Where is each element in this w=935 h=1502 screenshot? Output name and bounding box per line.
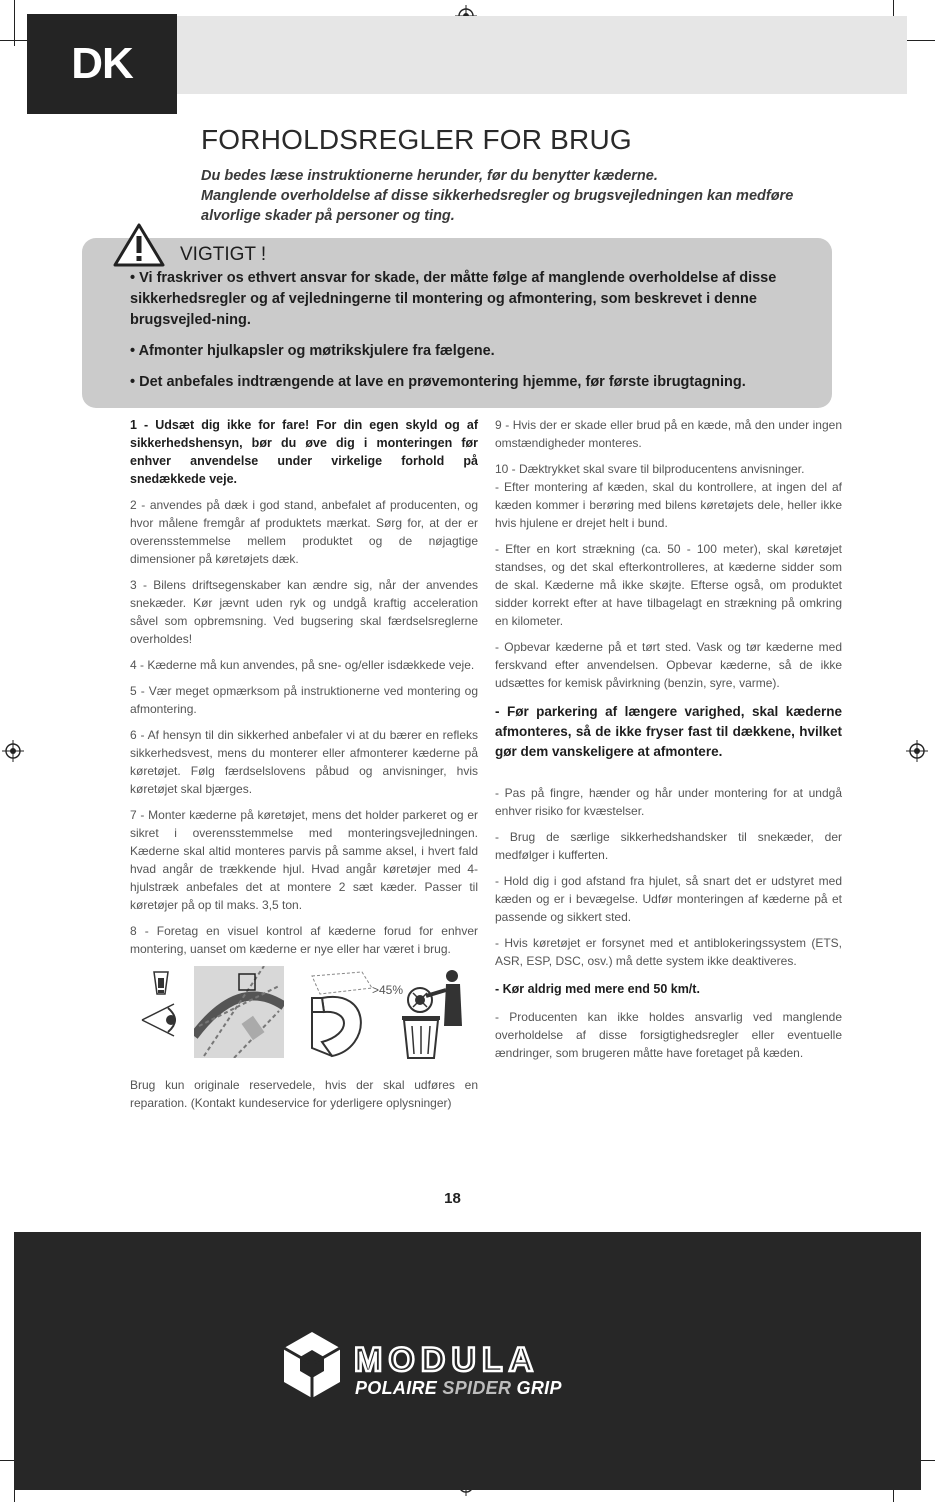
registration-mark-icon	[2, 740, 24, 762]
paragraph: 7 - Monter kæderne på køretøjet, mens det holder parkeret og er sikret i overensstemmelse med monteringsvejledningen. Kæderne skal altid monteres parvis på samme aksel, i hvert fald hvad angår de trækkende hjul. Hvad angår køretøjer med 4-hjulstræk anbefales det at montere 2 sæt kæder. Passer til køretøjer på op til maks. 3,5 ton.	[130, 808, 478, 912]
left-column	[130, 416, 478, 1120]
paragraph: - Hvis køretøjet er forsynet med et antiblokeringssystem (ETS, ASR, ESP, DSC, osv.) må dette system ikke deaktiveres.	[495, 936, 842, 968]
warning-item: • Det anbefales indtrængende at lave en prøvemontering hjemme, før første ibrugtagning.	[130, 374, 746, 390]
paragraph: 9 - Hvis der er skade eller brud på en kæde, må den under ingen omstændigheder monteres.	[495, 418, 842, 450]
paragraph: 8 - Foretag en visuel kontrol af kæderne forud for enhver montering, uanset om kæderne er nye eller har været i brug.	[130, 924, 478, 956]
paragraph: Brug kun originale reservedele, hvis der skal udføres en reparation. (Kontakt kundeservice for yderligere oplysninger)	[130, 1078, 478, 1110]
header-band	[176, 16, 907, 94]
brand-name-text: MODULA	[354, 1344, 540, 1376]
page-title: FORHOLDSREGLER FOR BRUG	[201, 124, 632, 155]
paragraph: 3 - Bilens driftsegenskaber kan ændre sig, når der anvendes snekæder. Kør jævnt uden ryk og undgå kraftig acceleration såvel som opbremsning. Ved bugsering skal færdselsreglerne overholdes!	[130, 578, 478, 646]
tagline-part: GRIP	[511, 1378, 562, 1398]
paragraph: 4 - Kæderne må kun anvendes, på sne- og/eller isdækkede veje.	[130, 658, 475, 672]
brand-name	[354, 1344, 606, 1376]
paragraph: 5 - Vær meget opmærksom på instruktionerne ved montering og afmontering.	[130, 684, 478, 716]
paragraph: - Opbevar kæderne på et tørt sted. Vask og tør kæderne med ferskvand efter anvendelsen. Opbevar kæderne, så de ikke udsættes for kemisk påvirkning (benzin, syre, varme).	[495, 640, 842, 690]
warning-title: VIGTIGT !	[180, 244, 267, 265]
right-column	[495, 416, 842, 1070]
warning-list	[130, 268, 815, 403]
warning-item: • Afmonter hjulkapsler og møtrikskjulere fra fælgene.	[130, 343, 495, 359]
language-tab: DK	[27, 14, 177, 114]
visual-inspection-icon	[138, 970, 184, 1040]
paragraph: - Hold dig i god afstand fra hjulet, så snart det er udstyret med kæden og er i bevægelse. Udfør monteringen af kæderne på et passende og sikkert sted.	[495, 874, 842, 924]
paragraph: 6 - Af hensyn til din sikkerhed anbefaler vi at du bærer en refleks sikkerhedsvest, mens du monterer eller afmonterer kæderne på køretøjet. Følg færdselslovens påbud og anvisninger, hvis køretøjet skal bjærges.	[130, 728, 478, 796]
intro-line: Manglende overholdelse af disse sikkerhedsregler og brugsvejledningen kan medføre alvorlige skader på personer og ting.	[201, 188, 794, 224]
page-number: 18	[444, 1190, 461, 1207]
paragraph: 1 - Udsæt dig ikke for fare! For din egen skyld og af sikkerhedshensyn, bør du øve dig i monteringen før enhver anvendelse under virkelige forhold på snedækkede veje.	[130, 418, 478, 486]
registration-mark-icon	[906, 740, 928, 762]
modula-cube-logo-icon	[280, 1328, 344, 1402]
paragraph: 2 - anvendes på dæk i god stand, anbefalet af producenten, og hvor målene fremgår af produktets mærkat. Sørg for, at der er overensstemmelse mellem produktet og de nøjagtige dimensioner på køretøjets dæk.	[130, 498, 478, 566]
paragraph: - Efter en kort strækning (ca. 50 - 100 meter), skal køretøjet standses, og det skal efterkontrolleres, at kæderne sidder som de skal. Kæderne må ikke skøjte. Efterse også, om produktet sidder korrekt efter at have tilbagelagt en strækning på omkring en kilometer.	[495, 542, 842, 628]
pictogram-row	[130, 966, 478, 1062]
chain-on-tire-icon	[194, 966, 284, 1058]
paragraph: - Brug de særlige sikkerhedshandsker til snekæder, der medfølger i kufferten.	[495, 830, 842, 862]
pictogram-label: >45%	[372, 983, 404, 997]
paragraph: - Producenten kan ikke holdes ansvarlig ved manglende overholdelse af disse forsigtighedsregler eller eventuelle ændringer, som brugeren måtte have foretaget på kæden.	[495, 1010, 842, 1060]
paragraph: 10 - Dæktrykket skal svare til bilproducentens anvisninger.	[495, 462, 805, 476]
exclamation-triangle-icon	[112, 222, 166, 268]
intro-text	[201, 166, 841, 226]
paragraph: - Før parkering af længere varighed, skal kæderne afmonteres, så de ikke fryser fast til dækkene, hvilket gør dem vanskeligere at afmontere.	[495, 704, 842, 759]
tagline-part: SPIDER	[442, 1378, 512, 1398]
paragraph: - Kør aldrig med mere end 50 km/t.	[495, 982, 700, 996]
intro-line: Du bedes læse instruktionerne herunder, før du benytter kæderne.	[201, 168, 658, 184]
warning-item: • Vi fraskriver os ethvert ansvar for skade, der måtte følge af manglende overholdelse af disse sikkerhedsregler og af vejledningerne til montering og afmontering, som beskrevet i denne brugsvejled-ning.	[130, 270, 777, 328]
chain-bending-icon	[302, 968, 412, 1058]
paragraph: - Pas på fingre, hænder og hår under montering for at undgå enhver risiko for kvæstelser.	[495, 786, 842, 818]
tagline-part: POLAIRE	[355, 1378, 443, 1398]
recycle-disposal-icon	[398, 966, 478, 1060]
brand-tagline	[355, 1378, 562, 1399]
paragraph: - Efter montering af kæden, skal du kontrollere, at ingen del af kæden kommer i berøring med bilens køretøjets dele, heller ikke hvis hjulene er drejet helt i bund.	[495, 480, 842, 530]
